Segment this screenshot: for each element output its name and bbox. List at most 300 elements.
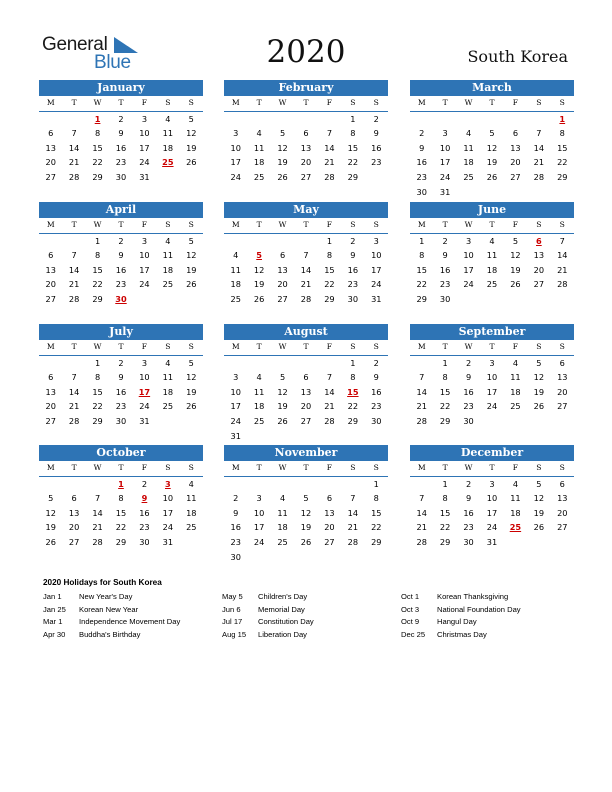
holiday-day-cell: 1 — [94, 113, 101, 124]
day-cell: 20 — [277, 279, 288, 290]
day-cell: 8 — [94, 372, 101, 383]
holiday-row — [43, 604, 180, 617]
day-cell: 26 — [510, 279, 521, 290]
weekday-label: S — [188, 220, 194, 229]
empty-cell — [410, 477, 433, 492]
day-cell: 24 — [371, 279, 382, 290]
day-cell: 26 — [186, 157, 197, 168]
empty-cell — [294, 112, 317, 127]
month-name: March — [410, 80, 574, 96]
day-cell: 27 — [300, 171, 312, 182]
day-cell: 20 — [45, 279, 56, 290]
holiday-row — [222, 604, 314, 617]
day-cell: 4 — [512, 357, 519, 368]
day-cell: 9 — [465, 493, 472, 504]
day-cell: 23 — [439, 279, 451, 290]
day-cell: 28 — [68, 171, 80, 182]
day-cell: 9 — [118, 372, 124, 383]
weekday-label: M — [46, 98, 55, 107]
weekday-label: M — [231, 463, 240, 472]
day-cell: 6 — [559, 357, 565, 368]
day-cell: 4 — [465, 128, 472, 139]
holiday-day-cell: 17 — [138, 386, 151, 397]
day-cell: 5 — [279, 128, 286, 139]
empty-cell — [294, 356, 317, 371]
empty-cell — [341, 477, 364, 492]
day-cell: 30 — [115, 171, 127, 182]
empty-cell — [271, 356, 294, 371]
day-cell: 29 — [92, 171, 103, 182]
holiday-date: Aug 15 — [222, 629, 247, 639]
day-cell: 7 — [71, 128, 77, 139]
day-cell: 14 — [68, 142, 80, 153]
weekday-label: S — [536, 98, 542, 107]
weekday-header-row — [39, 218, 203, 234]
month-name: April — [39, 202, 203, 218]
day-cell: 7 — [559, 235, 565, 246]
day-cell: 26 — [533, 401, 545, 412]
holiday-name: Korean Thanksgiving — [437, 592, 509, 601]
empty-cell — [410, 112, 433, 127]
day-cell: 2 — [350, 235, 356, 246]
day-cell: 21 — [324, 401, 335, 412]
day-cell: 29 — [416, 293, 427, 304]
day-cell: 9 — [118, 250, 124, 261]
day-cell: 17 — [371, 264, 382, 275]
day-cell: 22 — [115, 522, 127, 533]
day-cell: 7 — [350, 493, 356, 504]
weekday-label: W — [93, 220, 102, 229]
holiday-name: Constitution Day — [258, 617, 314, 626]
day-cell: 18 — [510, 507, 521, 518]
day-cell: 11 — [162, 250, 174, 261]
day-cell: 7 — [326, 372, 333, 383]
weekday-label: T — [256, 220, 262, 229]
day-cell: 25 — [277, 536, 288, 547]
weekday-label: S — [350, 98, 356, 107]
holiday-row — [222, 616, 314, 629]
day-cell: 26 — [300, 536, 312, 547]
weekday-label: S — [559, 342, 565, 351]
day-cell: 13 — [45, 264, 56, 275]
day-cell: 7 — [536, 128, 542, 139]
weekday-header-row — [410, 340, 574, 356]
day-cell: 5 — [536, 478, 542, 489]
day-cell: 20 — [45, 157, 56, 168]
day-cell: 10 — [439, 142, 451, 153]
weekday-header-row — [410, 461, 574, 477]
month-name: February — [224, 80, 388, 96]
day-cell: 4 — [279, 493, 286, 504]
day-cell: 3 — [489, 357, 495, 368]
day-cell: 27 — [557, 522, 568, 533]
day-cell: 30 — [439, 293, 451, 304]
day-cell: 30 — [371, 415, 382, 426]
day-cell: 25 — [253, 415, 265, 426]
day-cell: 13 — [533, 250, 545, 261]
day-cell: 3 — [141, 113, 148, 124]
weekday-label: M — [46, 463, 55, 472]
weekday-header-row — [410, 218, 574, 234]
day-cell: 2 — [442, 235, 448, 246]
month-1 — [224, 80, 388, 185]
day-cell: 14 — [416, 386, 427, 397]
holiday-day-cell: 1 — [118, 478, 124, 489]
day-cell: 19 — [300, 522, 312, 533]
weekday-label: F — [326, 342, 333, 351]
day-cell: 28 — [92, 536, 103, 547]
day-cell: 22 — [92, 401, 103, 412]
weekday-label: S — [350, 220, 356, 229]
holiday-day-cell: 30 — [115, 293, 127, 304]
day-grid — [224, 356, 388, 444]
holiday-row — [43, 616, 180, 629]
day-cell: 19 — [45, 522, 56, 533]
day-cell: 22 — [439, 522, 451, 533]
day-cell: 12 — [186, 250, 197, 261]
day-cell: 13 — [324, 507, 335, 518]
day-cell: 27 — [533, 279, 545, 290]
day-cell: 21 — [92, 522, 103, 533]
day-cell: 9 — [350, 250, 356, 261]
weekday-label: W — [278, 98, 287, 107]
weekday-label: S — [559, 220, 565, 229]
weekday-label: S — [559, 463, 565, 472]
day-cell: 1 — [350, 113, 356, 124]
day-cell: 22 — [92, 279, 103, 290]
day-cell: 19 — [277, 401, 288, 412]
day-cell: 24 — [486, 522, 498, 533]
day-cell: 30 — [347, 293, 359, 304]
holiday-day-cell: 6 — [536, 235, 542, 246]
day-cell: 21 — [416, 401, 427, 412]
day-cell: 1 — [442, 478, 448, 489]
day-cell: 8 — [350, 372, 356, 383]
day-cell: 23 — [230, 536, 241, 547]
day-cell: 29 — [92, 415, 103, 426]
day-cell: 16 — [115, 386, 127, 397]
holiday-name: Independence Movement Day — [79, 617, 181, 626]
weekday-label: W — [464, 463, 473, 472]
day-cell: 17 — [230, 157, 241, 168]
weekday-label: M — [417, 342, 426, 351]
weekday-label: T — [256, 463, 262, 472]
day-cell: 18 — [463, 157, 474, 168]
day-cell: 29 — [371, 536, 382, 547]
empty-cell — [247, 112, 270, 127]
day-cell: 14 — [324, 386, 335, 397]
weekday-label: F — [512, 463, 519, 472]
day-cell: 29 — [92, 293, 103, 304]
weekday-label: T — [256, 342, 262, 351]
day-cell: 24 — [253, 536, 265, 547]
holiday-name: Christmas Day — [437, 629, 487, 639]
day-cell: 27 — [324, 536, 335, 547]
empty-cell — [62, 356, 85, 371]
weekday-label: T — [442, 220, 448, 229]
empty-cell — [247, 234, 270, 249]
day-cell: 27 — [300, 415, 312, 426]
day-cell: 29 — [557, 171, 568, 182]
day-cell: 13 — [277, 264, 288, 275]
day-cell: 16 — [139, 507, 150, 518]
day-cell: 8 — [442, 493, 448, 504]
weekday-label: S — [536, 220, 542, 229]
logo — [42, 34, 142, 74]
month-name: January — [39, 80, 203, 96]
weekday-label: M — [417, 98, 426, 107]
day-cell: 30 — [416, 186, 427, 197]
day-cell: 28 — [324, 415, 335, 426]
month-name: October — [39, 445, 203, 461]
day-cell: 17 — [253, 522, 265, 533]
holiday-date: May 5 — [222, 592, 243, 601]
day-cell: 16 — [347, 264, 359, 275]
day-cell: 27 — [45, 293, 56, 304]
day-cell: 29 — [439, 536, 451, 547]
day-cell: 23 — [115, 279, 127, 290]
holiday-day-cell: 25 — [162, 157, 174, 168]
weekday-label: M — [231, 342, 240, 351]
day-cell: 24 — [463, 279, 474, 290]
holiday-row — [401, 629, 521, 642]
day-cell: 10 — [371, 250, 382, 261]
day-cell: 14 — [68, 264, 80, 275]
logo-word-general: General — [42, 34, 108, 55]
day-cell: 14 — [324, 142, 335, 153]
day-cell: 23 — [416, 171, 427, 182]
day-cell: 9 — [419, 142, 425, 153]
month-0 — [39, 80, 203, 185]
day-cell: 13 — [68, 507, 80, 518]
logo-word-blue: Blue — [94, 52, 131, 73]
day-cell: 11 — [510, 372, 521, 383]
day-cell: 29 — [439, 415, 451, 426]
day-cell: 19 — [186, 386, 197, 397]
day-grid — [224, 112, 388, 185]
day-cell: 24 — [486, 401, 498, 412]
day-cell: 6 — [303, 372, 309, 383]
day-cell: 8 — [350, 128, 356, 139]
weekday-label: F — [141, 463, 148, 472]
day-cell: 8 — [326, 250, 333, 261]
weekday-label: S — [373, 98, 379, 107]
weekday-label: T — [489, 98, 495, 107]
day-cell: 26 — [277, 415, 288, 426]
empty-cell — [457, 112, 480, 127]
day-cell: 21 — [347, 522, 359, 533]
day-cell: 12 — [533, 372, 545, 383]
day-cell: 9 — [465, 372, 472, 383]
day-grid — [224, 477, 388, 565]
weekday-label: S — [559, 98, 565, 107]
day-cell: 30 — [115, 415, 127, 426]
day-cell: 7 — [71, 250, 77, 261]
weekday-label: W — [93, 342, 102, 351]
day-cell: 13 — [300, 386, 312, 397]
weekday-label: T — [118, 342, 124, 351]
weekday-label: M — [46, 220, 55, 229]
empty-cell — [39, 477, 62, 492]
day-cell: 3 — [233, 372, 239, 383]
day-cell: 26 — [277, 171, 288, 182]
day-cell: 5 — [512, 235, 519, 246]
day-grid — [224, 234, 388, 307]
day-cell: 6 — [71, 493, 77, 504]
weekday-label: S — [350, 463, 356, 472]
holiday-name: Hangul Day — [437, 617, 477, 626]
day-cell: 6 — [48, 372, 54, 383]
day-cell: 17 — [486, 386, 498, 397]
day-cell: 10 — [230, 142, 241, 153]
day-cell: 26 — [45, 536, 56, 547]
day-cell: 6 — [303, 128, 309, 139]
day-cell: 31 — [439, 186, 451, 197]
day-cell: 23 — [463, 401, 474, 412]
day-cell: 24 — [230, 415, 241, 426]
day-cell: 17 — [486, 507, 498, 518]
day-cell: 8 — [442, 372, 448, 383]
day-cell: 18 — [277, 522, 288, 533]
weekday-label: T — [118, 220, 124, 229]
holiday-row — [401, 616, 521, 629]
day-cell: 25 — [162, 401, 174, 412]
day-cell: 1 — [419, 235, 425, 246]
day-cell: 20 — [557, 507, 568, 518]
holiday-row — [222, 591, 314, 604]
weekday-label: T — [442, 463, 448, 472]
month-6 — [39, 324, 203, 429]
day-cell: 10 — [139, 250, 150, 261]
day-cell: 8 — [94, 250, 101, 261]
day-cell: 17 — [162, 507, 174, 518]
holiday-column — [43, 591, 180, 641]
day-cell: 19 — [486, 157, 498, 168]
day-cell: 23 — [115, 401, 127, 412]
day-cell: 13 — [557, 493, 568, 504]
day-cell: 16 — [463, 386, 474, 397]
day-cell: 28 — [416, 415, 427, 426]
day-cell: 12 — [186, 372, 197, 383]
empty-cell — [247, 356, 270, 371]
day-cell: 7 — [303, 250, 309, 261]
empty-cell — [39, 112, 62, 127]
day-cell: 31 — [139, 415, 150, 426]
day-cell: 18 — [230, 279, 241, 290]
empty-cell — [504, 112, 527, 127]
weekday-label: W — [93, 463, 102, 472]
day-cell: 24 — [230, 171, 241, 182]
day-grid — [410, 112, 574, 200]
weekday-label: S — [373, 342, 379, 351]
day-cell: 12 — [486, 142, 498, 153]
empty-cell — [410, 356, 433, 371]
day-cell: 14 — [68, 386, 80, 397]
day-cell: 11 — [486, 250, 498, 261]
holiday-date: Apr 30 — [43, 629, 66, 639]
day-cell: 16 — [463, 507, 474, 518]
day-cell: 28 — [533, 171, 545, 182]
day-cell: 4 — [165, 357, 171, 368]
weekday-label: S — [165, 98, 171, 107]
holiday-date: Mar 1 — [43, 617, 63, 626]
weekday-label: M — [417, 220, 426, 229]
day-cell: 11 — [463, 142, 474, 153]
weekday-label: S — [536, 463, 542, 472]
day-cell: 3 — [442, 128, 448, 139]
weekday-header-row — [224, 218, 388, 234]
day-cell: 28 — [300, 293, 312, 304]
day-cell: 5 — [188, 357, 194, 368]
day-cell: 4 — [165, 235, 171, 246]
day-cell: 15 — [92, 142, 103, 153]
day-cell: 3 — [141, 235, 148, 246]
day-cell: 12 — [277, 386, 288, 397]
holiday-day-cell: 15 — [347, 386, 359, 397]
empty-cell — [247, 477, 270, 492]
day-cell: 11 — [162, 128, 174, 139]
month-name: July — [39, 324, 203, 340]
empty-cell — [480, 112, 503, 127]
day-cell: 18 — [162, 142, 174, 153]
holiday-date: Jan 25 — [43, 604, 66, 614]
weekday-label: S — [165, 342, 171, 351]
day-cell: 30 — [463, 536, 474, 547]
day-cell: 1 — [350, 357, 356, 368]
day-cell: 3 — [141, 357, 148, 368]
day-cell: 15 — [439, 386, 451, 397]
day-cell: 27 — [45, 171, 56, 182]
day-cell: 27 — [510, 171, 521, 182]
weekday-label: T — [118, 98, 124, 107]
empty-cell — [224, 234, 247, 249]
day-cell: 14 — [416, 507, 427, 518]
day-cell: 15 — [557, 142, 568, 153]
day-cell: 25 — [253, 171, 265, 182]
day-cell: 1 — [94, 235, 101, 246]
holiday-row — [43, 629, 180, 642]
day-cell: 26 — [186, 401, 197, 412]
weekday-label: S — [373, 463, 379, 472]
day-grid — [410, 477, 574, 550]
empty-cell — [224, 112, 247, 127]
day-cell: 6 — [279, 250, 286, 261]
month-11 — [410, 445, 574, 550]
day-grid — [39, 234, 203, 307]
day-grid — [39, 356, 203, 429]
day-cell: 19 — [533, 386, 545, 397]
month-name: June — [410, 202, 574, 218]
empty-cell — [39, 356, 62, 371]
day-cell: 27 — [45, 415, 56, 426]
day-cell: 4 — [256, 128, 262, 139]
weekday-label: T — [71, 98, 77, 107]
day-cell: 31 — [371, 293, 382, 304]
day-cell: 29 — [347, 415, 359, 426]
day-cell: 14 — [347, 507, 359, 518]
empty-cell — [271, 234, 294, 249]
day-cell: 29 — [115, 536, 127, 547]
holiday-date: Oct 1 — [401, 592, 420, 601]
weekday-label: T — [489, 342, 495, 351]
day-cell: 20 — [300, 401, 312, 412]
day-cell: 21 — [557, 264, 568, 275]
day-cell: 17 — [230, 401, 241, 412]
weekday-label: W — [278, 342, 287, 351]
holiday-name: Liberation Day — [258, 629, 307, 639]
day-cell: 2 — [419, 128, 425, 139]
day-cell: 19 — [510, 264, 521, 275]
